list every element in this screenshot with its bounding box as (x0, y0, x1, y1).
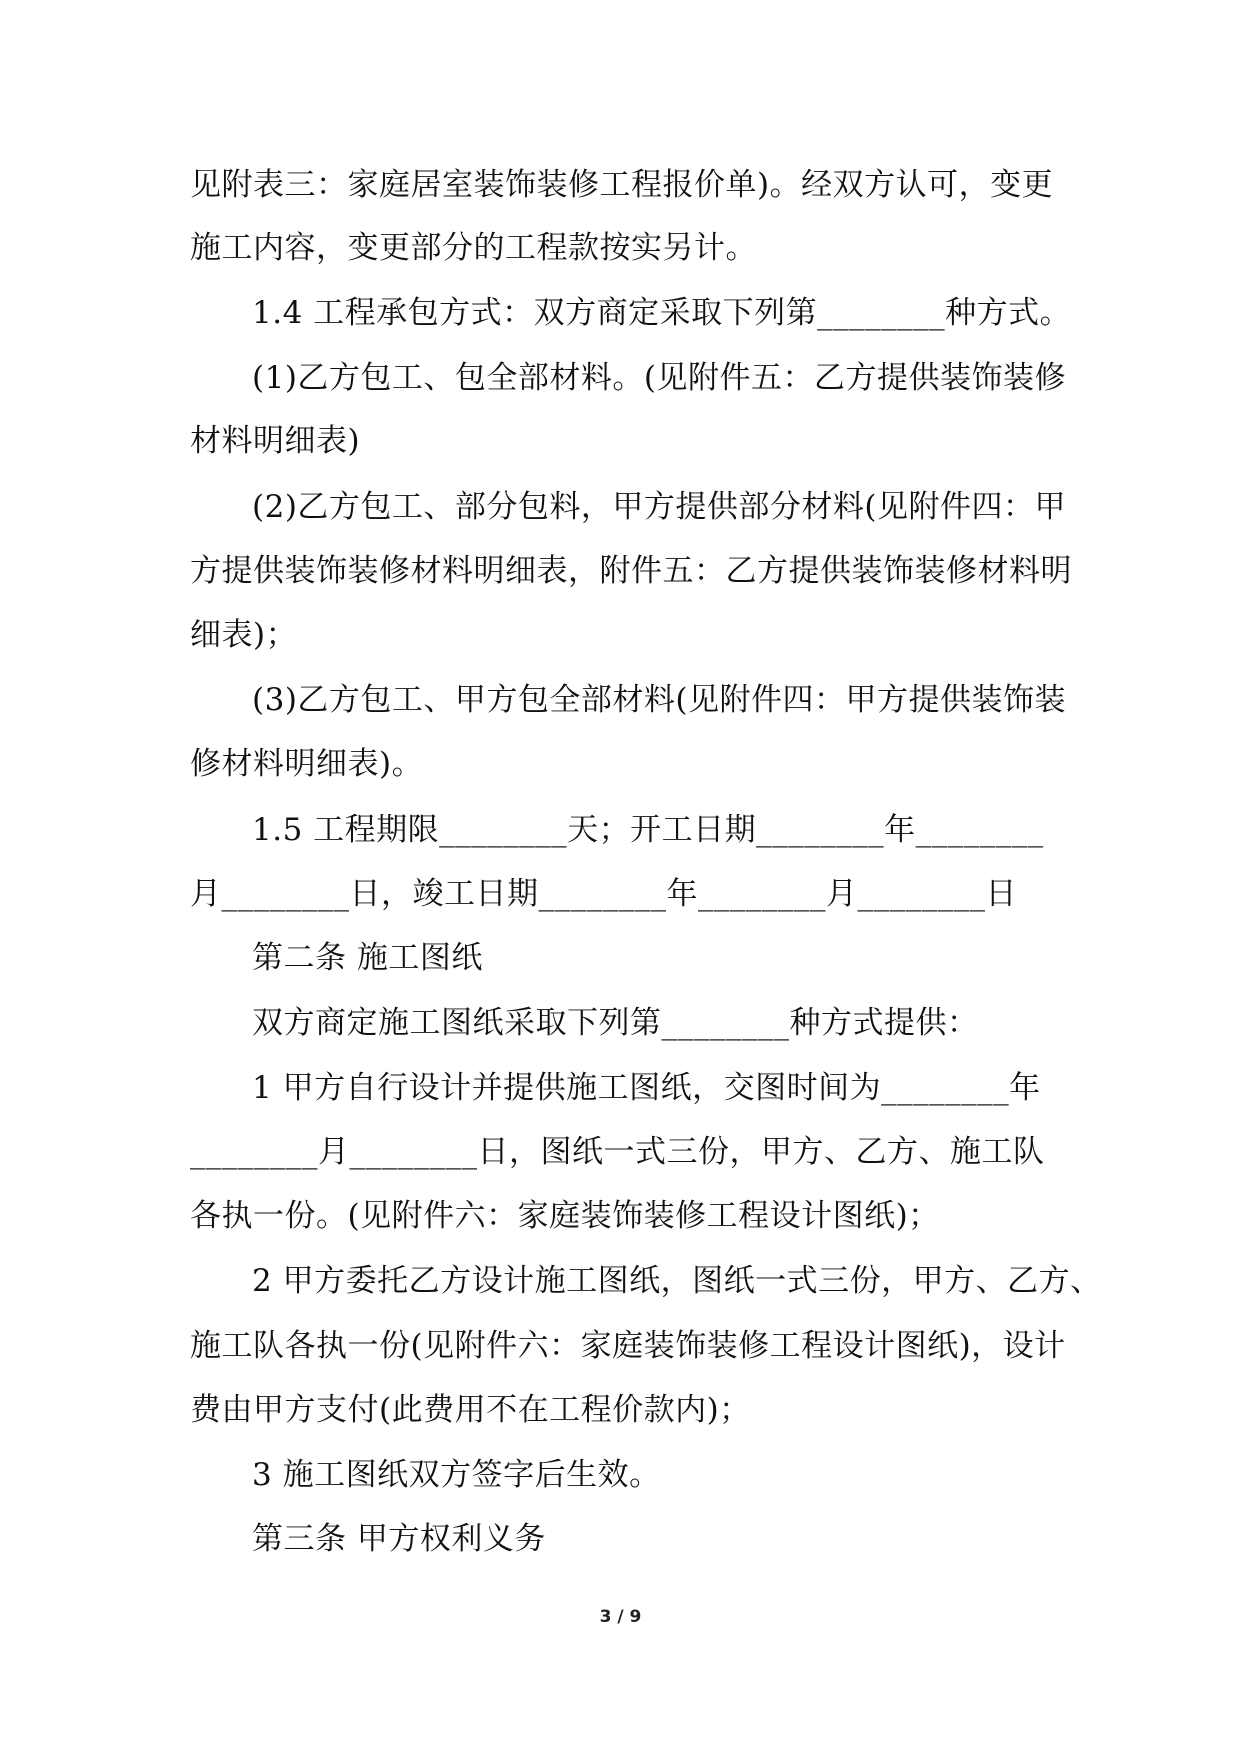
option-2: (2)乙方包工、部分包料，甲方提供部分材料(见附件四：甲 (252, 489, 1067, 525)
text-line: 月________日，竣工日期________年________月________日 (190, 876, 1017, 912)
text-line: 修材料明细表)。 (190, 746, 424, 782)
clause-1-4: 1.4 工程承包方式：双方商定采取下列第________种方式。 (252, 295, 1072, 331)
article-2-heading: 第二条 施工图纸 (252, 940, 483, 976)
text-line: ________月________日，图纸一式三份，甲方、乙方、施工队 (190, 1134, 1045, 1170)
text-line: 费由甲方支付(此费用不在工程价款内)； (190, 1392, 751, 1428)
text-line: 双方商定施工图纸采取下列第________种方式提供： (252, 1005, 979, 1041)
page-number: 3 / 9 (599, 1607, 642, 1627)
text-line: 材料明细表) (190, 423, 361, 459)
text-line: 方提供装饰装修材料明细表，附件五：乙方提供装饰装修材料明 (190, 553, 1072, 589)
text-line: 施工内容，变更部分的工程款按实另计。 (190, 230, 757, 266)
text-line: 见附表三：家庭居室装饰装修工程报价单)。经双方认可，变更 (190, 167, 1054, 203)
option-3: (3)乙方包工、甲方包全部材料(见附件四：甲方提供装饰装 (252, 682, 1067, 718)
text-line: 各执一份。(见附件六：家庭装饰装修工程设计图纸)； (190, 1198, 940, 1234)
drawing-option-1: 1 甲方自行设计并提供施工图纸，交图时间为________年 (252, 1070, 1041, 1106)
drawing-option-3: 3 施工图纸双方签字后生效。 (252, 1457, 661, 1493)
article-3-heading: 第三条 甲方权利义务 (252, 1521, 546, 1557)
drawing-option-2: 2 甲方委托乙方设计施工图纸，图纸一式三份，甲方、乙方、 (252, 1263, 1102, 1299)
text-line: 施工队各执一份(见附件六：家庭装饰装修工程设计图纸)，设计 (190, 1328, 1066, 1364)
clause-1-5: 1.5 工程期限________天；开工日期________年________ (252, 812, 1044, 848)
option-1: (1)乙方包工、包全部材料。(见附件五：乙方提供装饰装修 (252, 360, 1067, 396)
text-line: 细表)； (190, 617, 298, 653)
